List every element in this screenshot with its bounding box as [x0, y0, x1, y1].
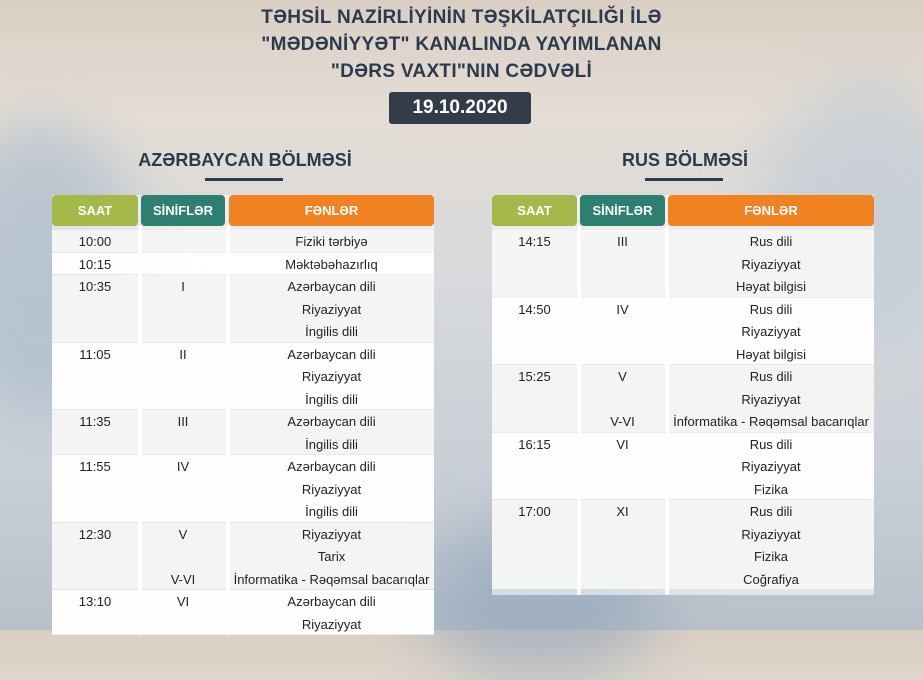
subject-cell: İngilis dili: [305, 391, 358, 407]
grade-cell: XI: [616, 504, 629, 519]
subject-cell: İnformatika - Rəqəmsal bacarıqlar: [673, 414, 869, 429]
header-line-3: "DƏRS VAXTI"NIN CƏDVƏLİ: [330, 61, 593, 82]
subject-cell: Rus dili: [749, 504, 793, 519]
column-divider: [138, 226, 142, 635]
subject-cell: Məktəbəhazırlıq: [285, 256, 378, 272]
subject-cell: Riyaziyyat: [301, 616, 362, 632]
subject-cell: Azərbaycan dili: [287, 414, 376, 429]
subject-cell: Azərbaycan dili: [287, 459, 376, 474]
subject-cell: Riyaziyyat: [301, 481, 362, 497]
time-cell: 10:35: [78, 279, 112, 294]
azerbaijani-column-header-sinifler: SİNİFLƏR: [141, 195, 225, 226]
column-divider: [665, 226, 669, 595]
subject-cell: Riyaziyyat: [741, 459, 801, 474]
grade-cell: IV: [616, 301, 629, 317]
grade-cell: V-VI: [170, 571, 196, 587]
subject-cell: Rus dili: [749, 436, 793, 452]
time-cell: 12:30: [78, 526, 112, 542]
header-line-1: TƏHSİL NAZİRLİYİNİN TƏŞKİLATÇILIĞI İLƏ: [261, 7, 662, 28]
subject-cell: Riyaziyyat: [741, 526, 801, 542]
subject-cell: İngilis dili: [305, 504, 358, 519]
subject-cell: Rus dili: [749, 369, 793, 384]
subject-cell: Tarix: [317, 549, 346, 564]
time-cell: 16:15: [518, 436, 551, 452]
subject-cell: Coğrafiya: [743, 571, 799, 587]
time-cell: 14:15: [518, 234, 551, 249]
subject-cell: Rus dili: [749, 301, 793, 317]
subject-cell: Fizika: [754, 549, 788, 564]
grade-cell: I: [181, 279, 185, 294]
subject-cell: İngilis dili: [305, 324, 358, 339]
grade-cell: V-VI: [610, 414, 635, 429]
subject-cell: Azərbaycan dili: [287, 594, 376, 609]
time-cell: 10:15: [78, 256, 112, 272]
column-divider: [226, 226, 230, 635]
russian-section-title: RUS BÖLMƏSİ: [621, 150, 749, 170]
subject-cell: Riyaziyyat: [301, 526, 362, 542]
subject-cell: Riyaziyyat: [301, 369, 362, 384]
subject-cell: Həyat bilgisi: [735, 279, 807, 294]
russian-title-underline: [645, 178, 723, 181]
grade-cell: VI: [176, 594, 190, 609]
grade-cell: III: [617, 234, 628, 249]
time-cell: 13:10: [78, 594, 112, 609]
subject-cell: İngilis dili: [305, 436, 358, 452]
time-cell: 17:00: [518, 504, 551, 519]
grade-cell: II: [179, 346, 187, 362]
azerbaijani-section-title: AZƏRBAYCAN BÖLMƏSİ: [138, 150, 352, 170]
grade-cell: III: [177, 414, 189, 429]
russian-column-header-saat: SAAT: [492, 195, 577, 226]
page-header: [0, 4, 923, 85]
russian-column-header-sinifler: SİNİFLƏR: [580, 195, 665, 226]
time-cell: 11:55: [79, 459, 111, 474]
grade-cell: V: [618, 369, 627, 384]
subject-cell: Riyaziyyat: [741, 391, 801, 407]
subject-cell: Fiziki tərbiyə: [295, 234, 368, 249]
grade-cell: IV: [176, 459, 190, 474]
azerbaijani-column-header-fenler: FƏNLƏR: [229, 195, 434, 226]
time-cell: 11:05: [79, 346, 111, 362]
date-badge: 19.10.2020: [389, 92, 531, 124]
time-cell: 14:50: [518, 301, 551, 317]
subject-cell: Həyat bilgisi: [735, 346, 807, 362]
subject-cell: Rus dili: [749, 234, 793, 249]
russian-column-header-fenler: FƏNLƏR: [668, 195, 874, 226]
azerbaijani-title-underline: [205, 178, 283, 181]
subject-cell: Riyaziyyat: [741, 256, 801, 272]
subject-cell: Fizika: [754, 481, 788, 497]
subject-cell: Riyaziyyat: [301, 301, 362, 317]
subject-cell: Azərbaycan dili: [287, 346, 376, 362]
time-cell: 10:00: [78, 234, 112, 249]
subject-cell: Azərbaycan dili: [287, 279, 376, 294]
time-cell: 11:35: [79, 414, 111, 429]
grade-cell: V: [178, 526, 188, 542]
azerbaijani-column-header-saat: SAAT: [52, 195, 138, 226]
header-line-2: "MƏDƏNİYYƏT" KANALINDA YAYIMLANAN: [261, 34, 662, 55]
subject-cell: İnformatika - Rəqəmsal bacarıqlar: [233, 571, 430, 587]
column-divider: [577, 226, 581, 595]
time-cell: 15:25: [518, 369, 551, 384]
subject-cell: Riyaziyyat: [741, 324, 801, 339]
grade-cell: VI: [616, 436, 629, 452]
